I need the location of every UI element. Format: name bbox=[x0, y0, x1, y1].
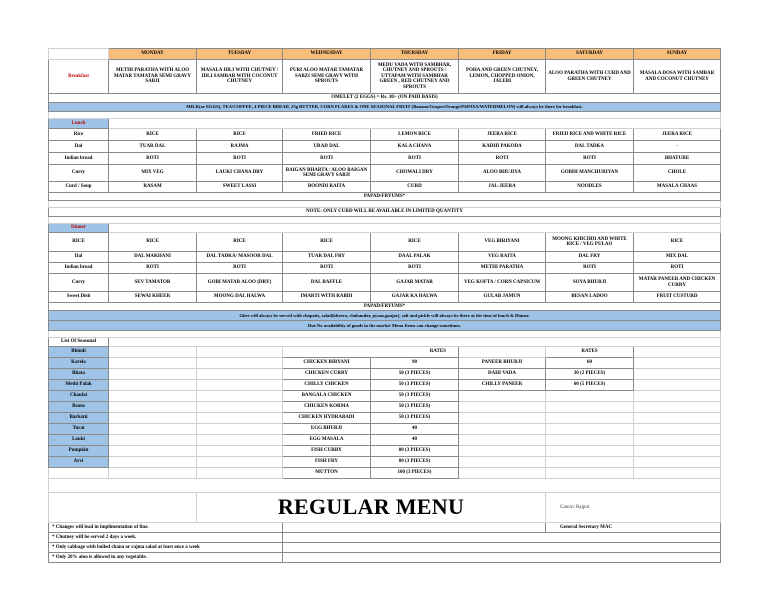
dinner-papad-note: PAPAD/FRYUMS* bbox=[49, 303, 721, 311]
dinner-item: ROTI bbox=[546, 263, 634, 274]
lunch-label-fill bbox=[109, 119, 721, 129]
seasonal-row bbox=[49, 358, 721, 369]
paid-item-rate: 40 bbox=[371, 435, 459, 446]
dinner-item: MOONG KHICHDI AND WHITE RICE / VEG PULAO bbox=[546, 233, 634, 252]
row-label: RICE bbox=[49, 233, 109, 252]
lunch-item: CHOWALI DRY bbox=[371, 165, 459, 182]
seasonal-row bbox=[49, 380, 721, 391]
seasonal-item: Chaulai bbox=[49, 391, 109, 402]
seasonal-row bbox=[49, 369, 721, 380]
spacer-row bbox=[49, 217, 721, 224]
paid-item-rate: 60 (5 PIECES) bbox=[546, 380, 634, 391]
lunch-item: CHOLE bbox=[634, 165, 721, 182]
paid-item-rate: 90 bbox=[371, 358, 459, 369]
breakfast-item: ALOO PARATHA WITH CURD AND GREEN CHUTNEY bbox=[546, 60, 634, 94]
seasonal-row bbox=[49, 424, 721, 435]
seasonal-row bbox=[49, 413, 721, 424]
menu-table bbox=[48, 48, 721, 563]
dinner-row bbox=[49, 292, 721, 303]
lunch-item: ROTI bbox=[197, 153, 283, 165]
breakfast-label: Breakfast bbox=[49, 60, 109, 94]
seasonal-item: Bhata bbox=[49, 369, 109, 380]
dinner-row bbox=[49, 233, 721, 252]
dinner-item: GAJAR MATAR bbox=[371, 274, 459, 292]
paid-item-name: CHICKEN BIRYANI bbox=[283, 358, 371, 369]
ghee-note: Ghee will always be served with chapatis, salad(kheera, chukandar, pyaaz,gaajar), salt and pickle will always be there at the time of lunch & Dinner. bbox=[49, 311, 721, 321]
seasonal-item: Karela bbox=[49, 358, 109, 369]
breakfast-item: MEDU VADA WITH SAMBHAR, CHUTNEY AND SPROUTS / UTTAPAM WITH SAMBHAR GREEN , RED CHUTNEY AND SPROUTS bbox=[371, 60, 459, 94]
footnote: * Only 20% aloo is allowed in any vegetable. bbox=[49, 553, 283, 563]
lunch-item: CURD bbox=[371, 182, 459, 193]
seasonal-title: List Of Seasonal bbox=[49, 338, 109, 347]
dinner-item: GULAB JAMUN bbox=[459, 292, 546, 303]
row-label: Indian bread bbox=[49, 153, 109, 165]
paid-item-name: EGG BHURJI bbox=[283, 424, 371, 435]
spacer-row bbox=[49, 112, 721, 119]
lunch-item: DAL TADKA bbox=[546, 141, 634, 153]
lunch-item: BOONDI RAITA bbox=[283, 182, 371, 193]
paid-item-name: CHILLY CHICKEN bbox=[283, 380, 371, 391]
day-header: MONDAY bbox=[109, 49, 197, 60]
footnote: * Changes will lead in implimentation of fine. bbox=[49, 523, 283, 533]
lunch-item: LEMON RICE bbox=[371, 129, 459, 141]
paid-item-rate: 30 (2 PIECES) bbox=[546, 369, 634, 380]
day-header: THURSDAY bbox=[371, 49, 459, 60]
menu-sheet bbox=[48, 48, 720, 560]
row-label: Dal bbox=[49, 252, 109, 263]
lunch-item: GOBHI MANCHURIYAN bbox=[546, 165, 634, 182]
seasonal-title-fill bbox=[109, 338, 721, 347]
lunch-item: KALA CHANA bbox=[371, 141, 459, 153]
seasonal-item: Methi Palak bbox=[49, 380, 109, 391]
lunch-label: Lunch bbox=[49, 119, 109, 129]
lunch-row bbox=[49, 129, 721, 141]
lunch-item: JEERA RICE bbox=[459, 129, 546, 141]
lunch-item: KADHI PAKODA bbox=[459, 141, 546, 153]
paid-item-rate: 50 (3 PIECES) bbox=[371, 380, 459, 391]
dinner-item: MIX DAL bbox=[634, 252, 721, 263]
lunch-item: JAL-JEERA bbox=[459, 182, 546, 193]
dinner-item: MATAR PANEER AND CHICKEN CURRY bbox=[634, 274, 721, 292]
page-title: REGULAR MENU bbox=[197, 493, 546, 523]
day-header: SATURDAY bbox=[546, 49, 634, 60]
breakfast-item: MASALA IDLI WITH CHUTNEY / IDLI SAMBAR WITH COCONUT CHUTNEY bbox=[197, 60, 283, 94]
dinner-item: FRUIT CUSTURD bbox=[634, 292, 721, 303]
lunch-item: URAD DAL bbox=[283, 141, 371, 153]
dinner-item: VEG BIRIYANI bbox=[459, 233, 546, 252]
paid-item-rate: 50 (3 PIECES) bbox=[371, 369, 459, 380]
row-label: Rice bbox=[49, 129, 109, 141]
rates-header: RATES bbox=[546, 347, 634, 358]
lunch-item: JEERA RICE bbox=[634, 129, 721, 141]
paid-item-rate: 50 (3 PIECES) bbox=[371, 402, 459, 413]
lunch-item: ALOO BHUJIYA bbox=[459, 165, 546, 182]
seasonal-row bbox=[49, 446, 721, 457]
lunch-item: ROTI bbox=[546, 153, 634, 165]
dinner-item: SEV TAMATOR bbox=[109, 274, 197, 292]
row-label: Indian bread bbox=[49, 263, 109, 274]
lunch-item: ROTI bbox=[109, 153, 197, 165]
seasonal-item: Beans bbox=[49, 402, 109, 413]
dinner-item: MOONG DAL HALWA bbox=[197, 292, 283, 303]
lunch-item: ROTI bbox=[459, 153, 546, 165]
seasonal-row bbox=[49, 391, 721, 402]
spacer-row bbox=[49, 331, 721, 338]
seasonal-row bbox=[49, 435, 721, 446]
dinner-item: DAL FRY bbox=[546, 252, 634, 263]
footnote: * Chutney will be served 2 days a week. bbox=[49, 533, 283, 543]
lunch-row bbox=[49, 165, 721, 182]
dinner-item: DAL TADKA/ MASOOR DAL bbox=[197, 252, 283, 263]
paid-item-rate: 50 (3 PIECES) bbox=[371, 413, 459, 424]
breakfast-item: PURI ALOO MATAR TAMATAR SABZI SEMI GRAVY WITH SPROUTS bbox=[283, 60, 371, 94]
lunch-item: MASALA CHAAS bbox=[634, 182, 721, 193]
paid-item-name: FISH FRY bbox=[283, 457, 371, 468]
dinner-label-fill bbox=[109, 224, 721, 233]
paid-item-rate: 80 (3 PIECES) bbox=[371, 446, 459, 457]
dinner-item: IMARTI WITH RABDI bbox=[283, 292, 371, 303]
paid-item-name: MUTTON bbox=[283, 468, 371, 479]
breakfast-item: MASALA DOSA WITH SAMBAR AND COCONUT CHUTNEY bbox=[634, 60, 721, 94]
rates-header: RATES bbox=[283, 347, 459, 358]
seasonal-row bbox=[49, 468, 721, 479]
paid-item-name: DAHI VADA bbox=[459, 369, 546, 380]
dinner-row bbox=[49, 263, 721, 274]
row-label: Curd / Soup bbox=[49, 182, 109, 193]
breakfast-daily-note: MILK(or EGGS), TEA/COFFEE, 4 PIECE BREAD, 25g BUTTER, CORN FLAKES & ONE SEASONAL FRUIT (Banana/Grapes/Orange/PAPAYA/WATERMELON) will always be there for breakfast. bbox=[49, 103, 721, 112]
dinner-item: VEG KOFTA / CORN CAPSICUM bbox=[459, 274, 546, 292]
paid-item-name: CHICKEN CURRY bbox=[283, 369, 371, 380]
seasonal-item: Bhindi bbox=[49, 347, 109, 358]
corner-cell bbox=[49, 49, 109, 60]
dinner-item: GAJAR KA HALWA bbox=[371, 292, 459, 303]
dinner-row bbox=[49, 274, 721, 292]
dinner-item: BESAN LADOO bbox=[546, 292, 634, 303]
row-label: Curry bbox=[49, 274, 109, 292]
paid-item-rate: 80 (3 PIECES) bbox=[371, 457, 459, 468]
dinner-item: RICE bbox=[109, 233, 197, 252]
curd-note: NOTE: ONLY CURD WILL BE AVAILABLE IN LIMITED QUANTITY bbox=[49, 208, 721, 217]
spacer-row bbox=[49, 201, 721, 208]
breakfast-item: METHI PARATHA WITH ALOO MATAR TAMATAR SEMI GRAVY SABJI bbox=[109, 60, 197, 94]
spacer-row bbox=[49, 479, 721, 493]
paid-item-name: CHICKEN HYDRABADI bbox=[283, 413, 371, 424]
day-header: FRIDAY bbox=[459, 49, 546, 60]
lunch-item: RAJMA bbox=[197, 141, 283, 153]
seasonal-item: Pumpkin bbox=[49, 446, 109, 457]
dinner-item: METHI PARATHA bbox=[459, 263, 546, 274]
seasonal-item: Arvi bbox=[49, 457, 109, 468]
dinner-item: ROTI bbox=[634, 263, 721, 274]
lunch-item: MIX VEG bbox=[109, 165, 197, 182]
seasonal-item: Lauki bbox=[49, 435, 109, 446]
lunch-item: TUAR DAL bbox=[109, 141, 197, 153]
seasonal-row bbox=[49, 457, 721, 468]
signatory-name: Gaurav Rajput bbox=[546, 493, 721, 523]
dinner-item: TUAR DAL FRY bbox=[283, 252, 371, 263]
paid-item-name: FISH CURRY bbox=[283, 446, 371, 457]
day-header: SUNDAY bbox=[634, 49, 721, 60]
paid-item-rate: 60 bbox=[546, 358, 634, 369]
lunch-item: SWEET LASSI bbox=[197, 182, 283, 193]
dinner-item: ROTI bbox=[109, 263, 197, 274]
dinner-item: RICE bbox=[197, 233, 283, 252]
breakfast-item: POHA AND GREEN CHUTNEY, LEMON, CHOPPED ONION, JALEBI bbox=[459, 60, 546, 94]
breakfast-row bbox=[49, 60, 721, 94]
dinner-item: SEWAI KHEER bbox=[109, 292, 197, 303]
paid-item-rate: 100 (3 PIECES) bbox=[371, 468, 459, 479]
lunch-item: BAIGAN BHARTA / ALOO BAIGAN SEMI GRAVY SABJI bbox=[283, 165, 371, 182]
day-header: TUESDAY bbox=[197, 49, 283, 60]
dinner-item: ROTI bbox=[371, 263, 459, 274]
paid-item-name: CHILLY PANEER bbox=[459, 380, 546, 391]
dinner-item: RICE bbox=[283, 233, 371, 252]
lunch-item: LAUKI CHANA DRY bbox=[197, 165, 283, 182]
day-header: WEDNESDAY bbox=[283, 49, 371, 60]
lunch-item: RICE bbox=[109, 129, 197, 141]
dinner-item: DAAL PALAK bbox=[371, 252, 459, 263]
lunch-item: ROTI bbox=[371, 153, 459, 165]
lunch-item: ROTI bbox=[283, 153, 371, 165]
lunch-item: RASAM bbox=[109, 182, 197, 193]
dinner-item: VEG RAITA bbox=[459, 252, 546, 263]
dinner-item: RICE bbox=[371, 233, 459, 252]
signatory-designation: General Secretary MAC bbox=[546, 523, 721, 533]
paid-item-rate: 50 (3 PIECES) bbox=[371, 391, 459, 402]
row-label: Sweet Dish bbox=[49, 292, 109, 303]
paid-item-name: BANGALA CHICKEN bbox=[283, 391, 371, 402]
row-label: Curry bbox=[49, 165, 109, 182]
lunch-item: FRIED RICE AND WHITE RICE bbox=[546, 129, 634, 141]
lunch-item: NOODLES bbox=[546, 182, 634, 193]
dinner-item: DAL BAFFLE bbox=[283, 274, 371, 292]
lunch-row bbox=[49, 153, 721, 165]
footnote: * Only cabbage with boiled chana or rajma salad at least once a week bbox=[49, 543, 283, 553]
dinner-item: RICE bbox=[634, 233, 721, 252]
seasonal-row bbox=[49, 347, 721, 358]
day-header-row bbox=[49, 49, 721, 60]
paid-item-rate: 40 bbox=[371, 424, 459, 435]
dinner-item: DAL MAKHANI bbox=[109, 252, 197, 263]
paid-item-name: PANEER BHURJI bbox=[459, 358, 546, 369]
lunch-item: BHATURE bbox=[634, 153, 721, 165]
row-label: Dal bbox=[49, 141, 109, 153]
seasonal-row bbox=[49, 402, 721, 413]
paid-item-name: EGG MASALA bbox=[283, 435, 371, 446]
lunch-item: RICE bbox=[197, 129, 283, 141]
lunch-row bbox=[49, 182, 721, 193]
omelet-note: OMELET (2 EGGS) = Rs. 30/- (ON PAID BASIS) bbox=[49, 94, 721, 103]
dinner-item: GOBI MATAR ALOO (DRY) bbox=[197, 274, 283, 292]
lunch-papad-note: PAPAD/FRYUMS* bbox=[49, 193, 721, 201]
dinner-item: SOYA BHURJI bbox=[546, 274, 634, 292]
dinner-row bbox=[49, 252, 721, 263]
lunch-row bbox=[49, 141, 721, 153]
dinner-item: ROTI bbox=[283, 263, 371, 274]
availability-note: Due No availability of goods in the market Menu Items can change sometimes. bbox=[49, 321, 721, 331]
lunch-item: FRIED RICE bbox=[283, 129, 371, 141]
paid-item-name: CHICKEN KORMA bbox=[283, 402, 371, 413]
dinner-item: ROTI bbox=[197, 263, 283, 274]
dinner-label: Dinner bbox=[49, 224, 109, 233]
seasonal-item: Barbatti bbox=[49, 413, 109, 424]
seasonal-item: Turai bbox=[49, 424, 109, 435]
lunch-item: - bbox=[634, 141, 721, 153]
